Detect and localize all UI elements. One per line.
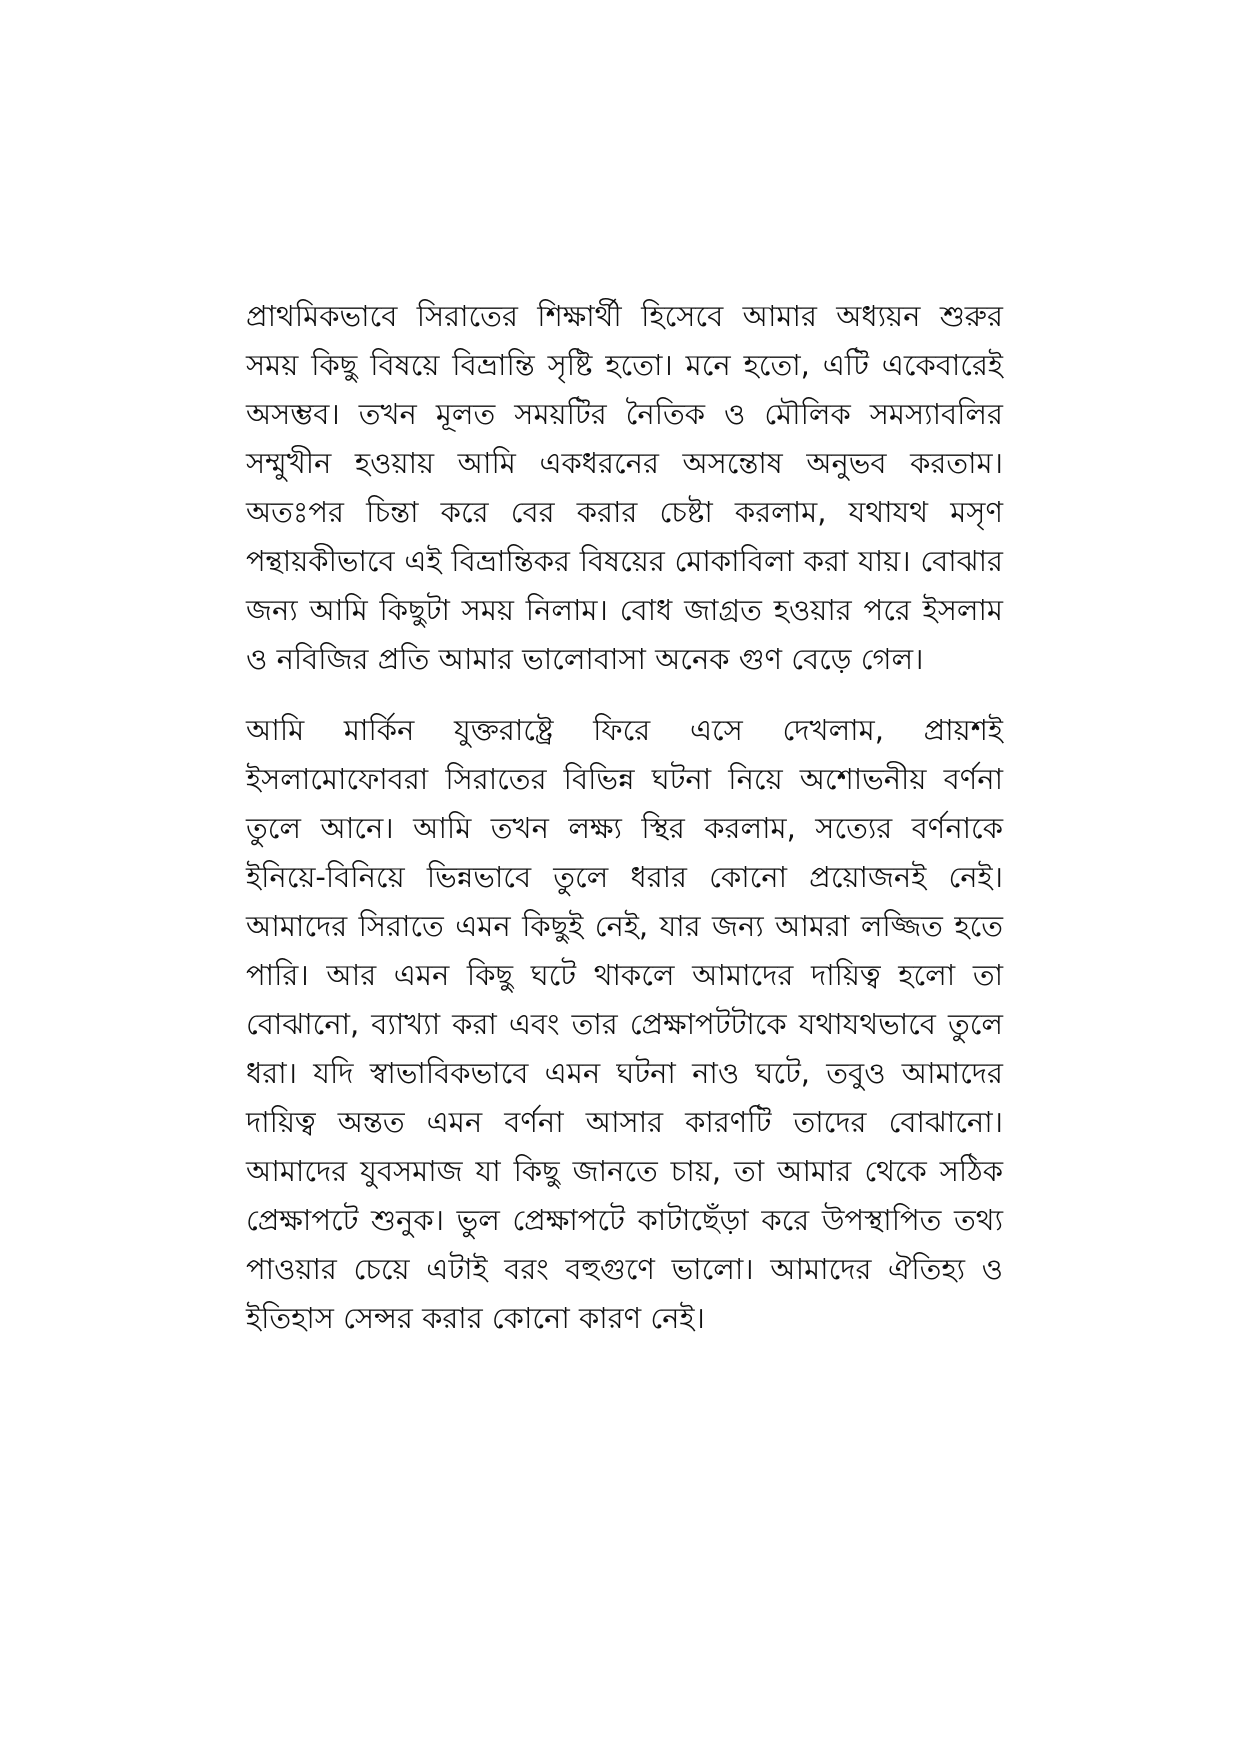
paragraph-1: প্রাথমিকভাবে সিরাতের শিক্ষার্থী হিসেবে আমার অধ্যয়ন শুরুর সময় কিছু বিষয়ে বিভ্রান্তি সৃষ্টি হতো। মনে হতো, এটি একেবারেই অসম্ভব। তখন মূলত সময়টির নৈতিক ও মৌলিক সমস্যাবলির সম্মুখীন হওয়ায় আমি একধরনের অসন্তোষ অনুভব করতাম। অতঃপর চিন্তা করে বের করার চেষ্টা করলাম, যথাযথ মসৃণ পন্থায়কীভাবে এই বিভ্রান্তিকর বিষয়ের মোকাবিলা করা যায়। বোঝার জন্য আমি কিছুটা সময় নিলাম। বোধ জাগ্রত হওয়ার পরে ইসলাম ও নবিজির প্রতি আমার ভালোবাসা অনেক গুণ বেড়ে গেল। <box>246 299 1003 676</box>
paragraph-2: আমি মার্কিন যুক্তরাষ্ট্রে ফিরে এসে দেখলাম, প্রায়শই ইসলামোফোবরা সিরাতের বিভিন্ন ঘটনা নিয়ে অশোভনীয় বর্ণনা তুলে আনে। আমি তখন লক্ষ্য স্থির করলাম, সত্যের বর্ণনাকে ইনিয়ে-বিনিয়ে ভিন্নভাবে তুলে ধরার কোনো প্রয়োজনই নেই। আমাদের সিরাতে এমন কিছুই নেই, যার জন্য আমরা লজ্জিত হতে পারি। আর এমন কিছু ঘটে থাকলে আমাদের দায়িত্ব হলো তা বোঝানো, ব্যাখ্যা করা এবং তার প্রেক্ষাপটটাকে যথাযথভাবে তুলে ধরা। যদি স্বাভাবিকভাবে এমন ঘটনা নাও ঘটে, তবুও আমাদের দায়িত্ব অন্তত এমন বর্ণনা আসার কারণটি তাদের বোঝানো। আমাদের যুবসমাজ যা কিছু জানতে চায়, তা আমার থেকে সঠিক প্রেক্ষাপটে শুনুক। ভুল প্রেক্ষাপটে কাটাছেঁড়া করে উপস্থাপিত তথ্য পাওয়ার চেয়ে এটাই বরং বহুগুণে ভালো। আমাদের ঐতিহ্য ও ইতিহাস সেন্সর করার কোনো কারণ নেই। <box>246 713 1003 1335</box>
body-text <box>246 292 1003 1363</box>
